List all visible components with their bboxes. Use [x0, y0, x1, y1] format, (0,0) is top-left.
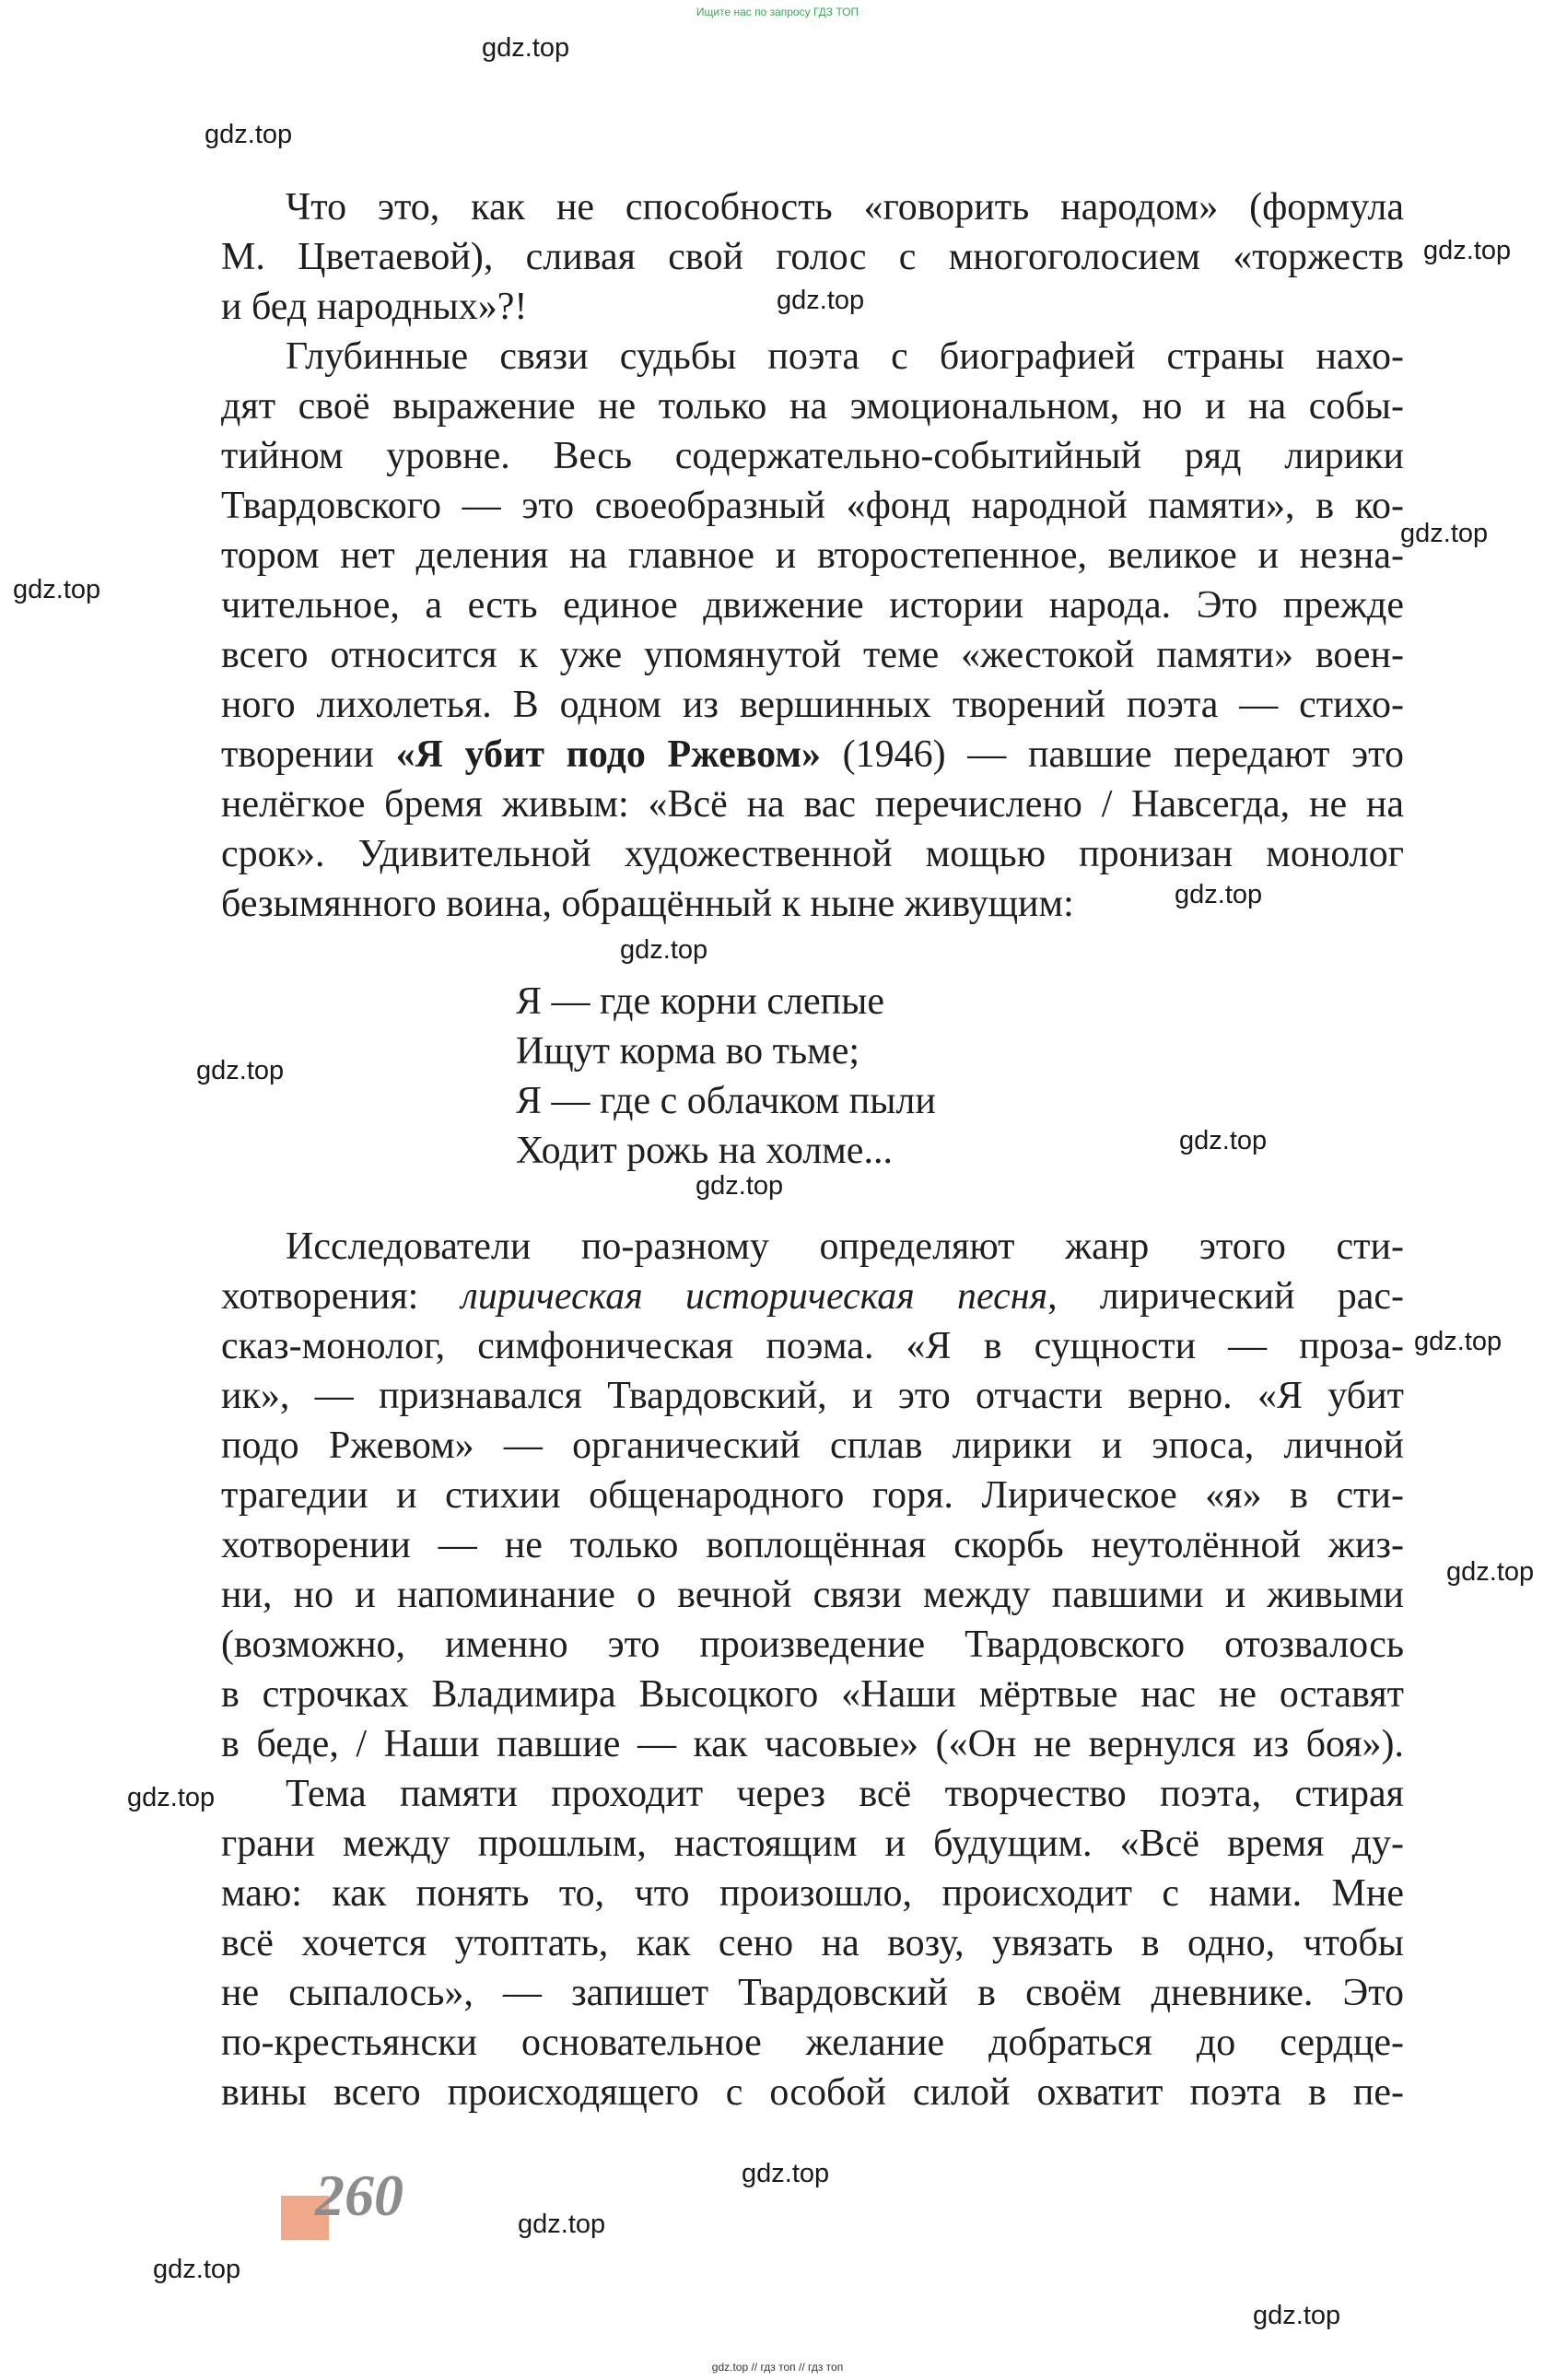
text-line: в беде, / Наши павшие — как часовые» («Он не вернулся из боя»).: [221, 1723, 1404, 1765]
text-line: ик», — признавался Твардовский, и это отчасти верно. «Я убит: [221, 1375, 1404, 1417]
text-line: ного лихолетья. В одном из вершинных творений поэта — стихо-: [221, 684, 1404, 726]
watermark: gdz.top: [1423, 236, 1512, 265]
text-line: хотворении — не только воплощённая скорбь неутолённой жиз-: [221, 1524, 1404, 1566]
text-line: всё хочется утоптать, как сено на возу, увязать в одно, чтобы: [221, 1922, 1404, 1964]
watermark: gdz.top: [205, 120, 293, 149]
watermark: gdz.top: [620, 935, 708, 965]
text-line: трагедии и стихии общенародного горя. Лирическое «я» в сти-: [221, 1474, 1404, 1517]
watermark: gdz.top: [127, 1783, 216, 1812]
text-line: (возможно, именно это произведение Твардовского отозвалось: [221, 1624, 1404, 1666]
watermark: gdz.top: [1175, 880, 1263, 909]
text-line: тором нет деления на главное и второстепенное, великое и незна-: [221, 534, 1404, 577]
text-line: безымянного воина, обращённый к ныне живущим:: [221, 883, 1074, 925]
watermark: gdz.top: [1446, 1557, 1535, 1587]
text-line: сказ-монолог, симфоническая поэма. «Я в сущности — проза-: [221, 1325, 1404, 1367]
watermark: gdz.top: [696, 1171, 784, 1201]
text-line: вины всего происходящего с особой силой охватит поэта в пе-: [221, 2071, 1404, 2114]
text-line: грани между прошлым, настоящим и будущим. «Всё время ду-: [221, 1823, 1404, 1865]
watermark: gdz.top: [1253, 2301, 1341, 2330]
watermark: gdz.top: [13, 575, 101, 604]
poem-title: «Я убит подо Ржевом»: [395, 733, 821, 776]
watermark: gdz.top: [742, 2159, 830, 2188]
text-line: не сыпалось», — запишет Твардовский в своём дневнике. Это: [221, 1972, 1404, 2014]
watermark: gdz.top: [153, 2255, 241, 2284]
watermark: gdz.top: [1400, 519, 1489, 548]
text-line: Глубинные связи судьбы поэта с биографией страны нахо-: [286, 335, 1404, 378]
footer-note: gdz.top // гдз топ // гдз топ: [711, 2361, 844, 2374]
watermark: gdz.top: [196, 1056, 285, 1085]
text-line: хотворения: лирическая историческая песня, лирический рас-: [221, 1275, 1404, 1318]
poem-line: Я — где корни слепые: [516, 980, 884, 1023]
text-line: и бед народных»?!: [221, 286, 528, 328]
text-line: маю: как понять то, что произошло, происходит с нами. Мне: [221, 1872, 1404, 1915]
text-line: ни, но и напоминание о вечной связи между павшими и живыми: [221, 1574, 1404, 1616]
text-line: всего относится к уже упомянутой теме «жестокой памяти» воен-: [221, 634, 1404, 676]
text-line: дят своё выражение не только на эмоциональном, но и на собы-: [221, 385, 1404, 428]
text-line: чительное, а есть единое движение истории народа. Это прежде: [221, 584, 1404, 627]
genre-term: лирическая историческая песня: [461, 1275, 1048, 1318]
watermark: gdz.top: [1179, 1126, 1268, 1155]
text-line: М. Цветаевой), сливая свой голос с многоголосием «торжеств: [221, 236, 1404, 278]
watermark: gdz.top: [482, 33, 570, 63]
watermark: gdz.top: [1414, 1327, 1502, 1356]
text-line: Твардовского — это своеобразный «фонд народной памяти», в ко-: [221, 485, 1404, 527]
text-line: Исследователи по-разному определяют жанр этого сти-: [286, 1225, 1404, 1268]
page-number: 260: [315, 2163, 403, 2228]
text-line: подо Ржевом» — органический сплав лирики и эпоса, личной: [221, 1424, 1404, 1467]
text-line: срок». Удивительной художественной мощью пронизан монолог: [221, 833, 1404, 875]
watermark: gdz.top: [777, 286, 865, 315]
text-line: нелёгкое бремя живым: «Всё на вас перечислено / Навсегда, не на: [221, 783, 1404, 826]
text-line: по-крестьянски основательное желание добраться до сердце-: [221, 2022, 1404, 2064]
text-line: тийном уровне. Весь содержательно-событийный ряд лирики: [221, 435, 1404, 477]
poem-line: Ищут корма во тьме;: [516, 1030, 860, 1073]
watermark: gdz.top: [518, 2210, 606, 2239]
text-line: Что это, как не способность «говорить народом» (формула: [286, 186, 1404, 229]
text-line: Тема памяти проходит через всё творчество поэта, стирая: [286, 1773, 1404, 1815]
poem-line: Я — где с облачком пыли: [516, 1080, 936, 1122]
text-line: творении «Я убит подо Ржевом» (1946) — павшие передают это: [221, 733, 1404, 776]
text-line: в строчках Владимира Высоцкого «Наши мёртвые нас не оставят: [221, 1673, 1404, 1716]
poem-line: Ходит рожь на холме...: [516, 1130, 893, 1172]
search-hint: Ищите нас по запросу ГДЗ ТОП: [696, 6, 859, 18]
